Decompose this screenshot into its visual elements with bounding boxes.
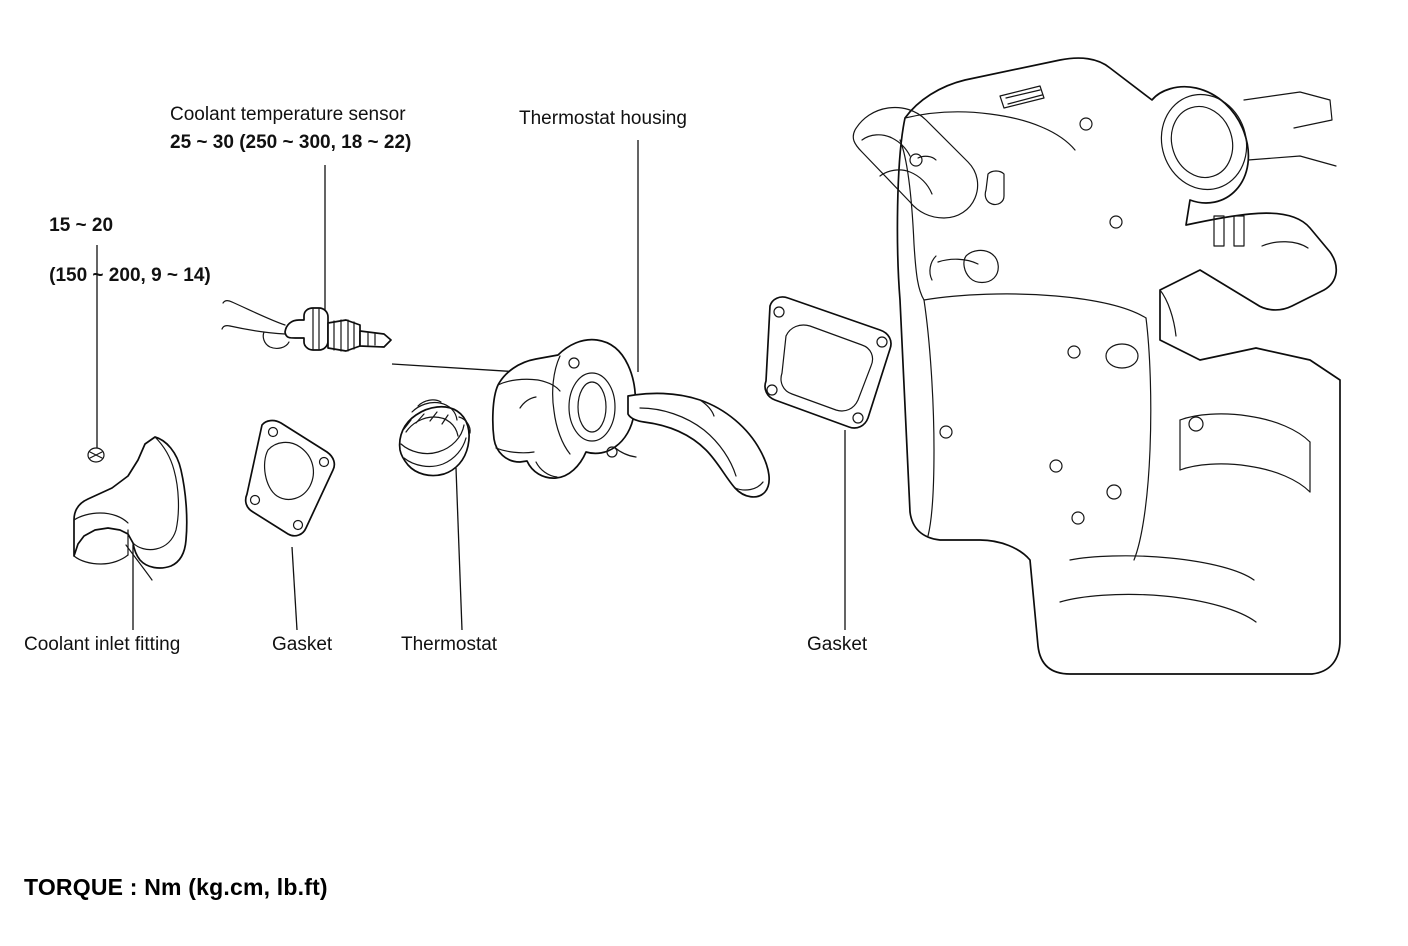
callout-coolant-inlet-fitting: Coolant inlet fitting [24,634,181,655]
part-thermostat-housing [493,340,769,497]
part-gasket-inlet [246,421,335,536]
part-gasket-housing [765,297,891,428]
callout-sensor-name: Coolant temperature sensor [170,104,406,125]
callout-inlet-torque-line1: 15 ~ 20 [49,215,114,236]
callout-thermostat: Thermostat [401,634,498,655]
part-coolant-inlet-fitting [74,437,187,580]
callout-thermostat-housing: Thermostat housing [519,108,687,129]
part-engine-block [853,58,1340,674]
torque-note: TORQUE : Nm (kg.cm, lb.ft) [24,874,328,900]
callout-sensor-torque: 25 ~ 30 (250 ~ 300, 18 ~ 22) [170,132,412,153]
callout-inlet-torque [28,188,211,313]
callout-gasket-left: Gasket [272,634,333,655]
callout-gasket-right: Gasket [807,634,868,655]
part-thermostat [400,400,471,476]
callout-inlet-torque-line2: (150 ~ 200, 9 ~ 14) [49,265,211,286]
part-coolant-temperature-sensor [222,301,391,351]
